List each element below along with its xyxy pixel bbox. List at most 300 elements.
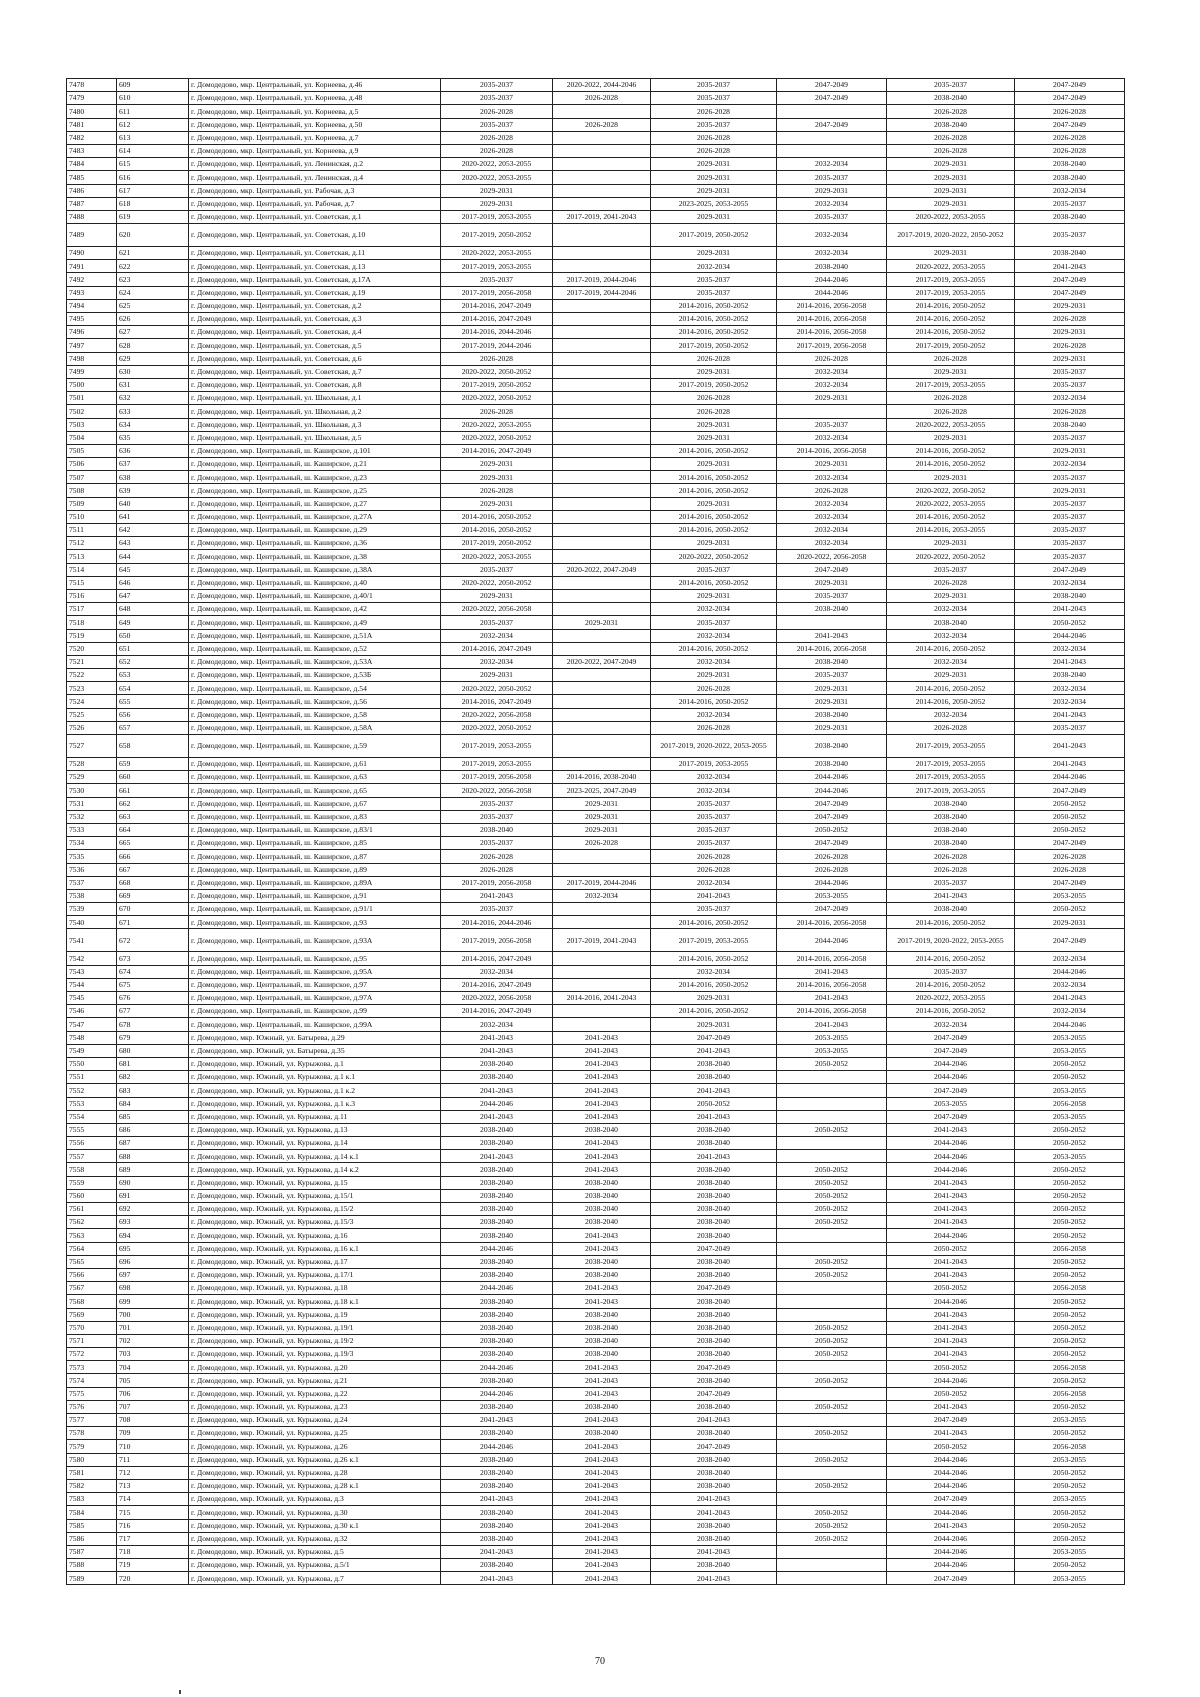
cell-no: 7557 bbox=[67, 1150, 117, 1163]
cell-p6: 2050-2052 bbox=[1015, 1229, 1125, 1242]
cell-code: 686 bbox=[117, 1123, 189, 1136]
cell-p4 bbox=[777, 1295, 887, 1308]
cell-p1: 2017-2019, 2056-2058 bbox=[441, 876, 553, 889]
cell-address: г. Домодедово, мкр. Центральный, ш. Каширское, д.36 bbox=[189, 537, 441, 550]
cell-p2: 2038-2040 bbox=[553, 1123, 651, 1136]
table-row bbox=[67, 471, 1125, 484]
cell-code: 703 bbox=[117, 1348, 189, 1361]
cell-p6: 2032-2034 bbox=[1015, 978, 1125, 991]
cell-p1: 2026-2028 bbox=[441, 850, 553, 863]
cell-p2 bbox=[553, 952, 651, 965]
cell-no: 7521 bbox=[67, 655, 117, 668]
cell-p1: 2020-2022, 2056-2058 bbox=[441, 708, 553, 721]
cell-no: 7492 bbox=[67, 273, 117, 286]
cell-p6: 2029-2031 bbox=[1015, 916, 1125, 929]
cell-no: 7488 bbox=[67, 210, 117, 223]
cell-address: г. Домодедово, мкр. Центральный, ш. Каширское, д.38А bbox=[189, 563, 441, 576]
cell-p5: 2029-2031 bbox=[887, 197, 1015, 210]
cell-p2: 2032-2034 bbox=[553, 889, 651, 902]
cell-no: 7530 bbox=[67, 784, 117, 797]
cell-address: г. Домодедово, мкр. Центральный, ул. Советская, д.6 bbox=[189, 352, 441, 365]
cell-p3: 2038-2040 bbox=[651, 1268, 777, 1281]
cell-p3: 2014-2016, 2050-2052 bbox=[651, 695, 777, 708]
cell-p2 bbox=[553, 850, 651, 863]
table-row bbox=[67, 418, 1125, 431]
cell-p3: 2038-2040 bbox=[651, 1519, 777, 1532]
cell-code: 633 bbox=[117, 405, 189, 418]
cell-code: 613 bbox=[117, 131, 189, 144]
cell-p3: 2038-2040 bbox=[651, 1229, 777, 1242]
cell-p6: 2047-2049 bbox=[1015, 118, 1125, 131]
cell-p2 bbox=[553, 1018, 651, 1031]
cell-p2: 2041-2043 bbox=[553, 1163, 651, 1176]
cell-p1: 2032-2034 bbox=[441, 655, 553, 668]
cell-p1: 2035-2037 bbox=[441, 273, 553, 286]
cell-p6: 2029-2031 bbox=[1015, 352, 1125, 365]
cell-p6: 2026-2028 bbox=[1015, 105, 1125, 118]
cell-code: 654 bbox=[117, 682, 189, 695]
cell-address: г. Домодедово, мкр. Центральный, ш. Каширское, д.61 bbox=[189, 758, 441, 771]
cell-p4: 2032-2034 bbox=[777, 365, 887, 378]
cell-p5: 2014-2016, 2050-2052 bbox=[887, 1005, 1015, 1018]
cell-p5: 2044-2046 bbox=[887, 1137, 1015, 1150]
cell-p6: 2047-2049 bbox=[1015, 79, 1125, 92]
cell-p5: 2050-2052 bbox=[887, 1242, 1015, 1255]
cell-p2 bbox=[553, 576, 651, 589]
cell-code: 693 bbox=[117, 1216, 189, 1229]
cell-address: г. Домодедово, мкр. Центральный, ш. Каширское, д.51А bbox=[189, 629, 441, 642]
cell-no: 7479 bbox=[67, 92, 117, 105]
cell-p5: 2026-2028 bbox=[887, 863, 1015, 876]
cell-p3: 2047-2049 bbox=[651, 1361, 777, 1374]
cell-p1: 2038-2040 bbox=[441, 1479, 553, 1492]
cell-p5: 2026-2028 bbox=[887, 144, 1015, 157]
cell-p5: 2047-2049 bbox=[887, 1493, 1015, 1506]
cell-p4 bbox=[777, 1559, 887, 1572]
cell-address: г. Домодедово, мкр. Южный, ул. Курыжова, д.16 к.1 bbox=[189, 1242, 441, 1255]
cell-p3: 2029-2031 bbox=[651, 210, 777, 223]
cell-p3: 2038-2040 bbox=[651, 1400, 777, 1413]
cell-address: г. Домодедово, мкр. Южный, ул. Курыжова, д.3 bbox=[189, 1493, 441, 1506]
cell-p3: 2029-2031 bbox=[651, 1018, 777, 1031]
cell-p6: 2053-2055 bbox=[1015, 1044, 1125, 1057]
table-row bbox=[67, 889, 1125, 902]
table-row bbox=[67, 1321, 1125, 1334]
cell-p3: 2029-2031 bbox=[651, 537, 777, 550]
cell-address: г. Домодедово, мкр. Южный, ул. Курыжова, д.26 bbox=[189, 1440, 441, 1453]
cell-p3: 2026-2028 bbox=[651, 850, 777, 863]
cell-p2: 2041-2043 bbox=[553, 1559, 651, 1572]
cell-p3: 2047-2049 bbox=[651, 1282, 777, 1295]
cell-no: 7541 bbox=[67, 929, 117, 952]
cell-code: 719 bbox=[117, 1559, 189, 1572]
cell-p4: 2050-2052 bbox=[777, 1400, 887, 1413]
table-row bbox=[67, 771, 1125, 784]
cell-p4: 2032-2034 bbox=[777, 197, 887, 210]
cell-p5: 2044-2046 bbox=[887, 1506, 1015, 1519]
cell-p6: 2050-2052 bbox=[1015, 1176, 1125, 1189]
table-row bbox=[67, 758, 1125, 771]
cell-p4: 2050-2052 bbox=[777, 1163, 887, 1176]
cell-p5: 2044-2046 bbox=[887, 1559, 1015, 1572]
cell-address: г. Домодедово, мкр. Южный, ул. Батырева, д.35 bbox=[189, 1044, 441, 1057]
cell-p4 bbox=[777, 1414, 887, 1427]
cell-no: 7553 bbox=[67, 1097, 117, 1110]
cell-p1: 2026-2028 bbox=[441, 863, 553, 876]
cell-p5: 2017-2019, 2053-2055 bbox=[887, 771, 1015, 784]
cell-no: 7494 bbox=[67, 299, 117, 312]
cell-p4: 2026-2028 bbox=[777, 352, 887, 365]
table-row bbox=[67, 1005, 1125, 1018]
cell-p2: 2041-2043 bbox=[553, 1374, 651, 1387]
cell-address: г. Домодедово, мкр. Южный, ул. Курыжова, д.19/1 bbox=[189, 1321, 441, 1334]
cell-p2: 2041-2043 bbox=[553, 1572, 651, 1585]
cell-p4 bbox=[777, 405, 887, 418]
cell-no: 7588 bbox=[67, 1559, 117, 1572]
cell-p6: 2053-2055 bbox=[1015, 1110, 1125, 1123]
cell-address: г. Домодедово, мкр. Центральный, ул. Рабочая, д.3 bbox=[189, 184, 441, 197]
cell-no: 7510 bbox=[67, 510, 117, 523]
cell-code: 609 bbox=[117, 79, 189, 92]
cell-address: г. Домодедово, мкр. Южный, ул. Курыжова, д.14 к.2 bbox=[189, 1163, 441, 1176]
cell-address: г. Домодедово, мкр. Центральный, ш. Каширское, д.99А bbox=[189, 1018, 441, 1031]
cell-p5: 2041-2043 bbox=[887, 1216, 1015, 1229]
cell-address: г. Домодедово, мкр. Центральный, ул. Советская, д.11 bbox=[189, 247, 441, 260]
cell-p4: 2014-2016, 2056-2058 bbox=[777, 444, 887, 457]
cell-code: 705 bbox=[117, 1374, 189, 1387]
cell-p3: 2038-2040 bbox=[651, 1532, 777, 1545]
cell-p1: 2032-2034 bbox=[441, 629, 553, 642]
cell-no: 7532 bbox=[67, 810, 117, 823]
cell-p3: 2038-2040 bbox=[651, 1466, 777, 1479]
cell-p1: 2032-2034 bbox=[441, 965, 553, 978]
cell-p1: 2020-2022, 2053-2055 bbox=[441, 158, 553, 171]
cell-no: 7507 bbox=[67, 471, 117, 484]
cell-p6: 2044-2046 bbox=[1015, 965, 1125, 978]
table-row bbox=[67, 903, 1125, 916]
cell-p3: 2038-2040 bbox=[651, 1348, 777, 1361]
table-row bbox=[67, 1282, 1125, 1295]
cell-p2: 2041-2043 bbox=[553, 1242, 651, 1255]
cell-p3: 2038-2040 bbox=[651, 1479, 777, 1492]
cell-no: 7527 bbox=[67, 735, 117, 758]
cell-p4: 2035-2037 bbox=[777, 589, 887, 602]
cell-code: 644 bbox=[117, 550, 189, 563]
cell-code: 692 bbox=[117, 1203, 189, 1216]
cell-address: г. Домодедово, мкр. Центральный, ш. Каширское, д.27 bbox=[189, 497, 441, 510]
table-row bbox=[67, 952, 1125, 965]
cell-p1: 2014-2016, 2044-2046 bbox=[441, 326, 553, 339]
cell-p2 bbox=[553, 510, 651, 523]
cell-p6: 2050-2052 bbox=[1015, 1479, 1125, 1492]
cell-p3: 2026-2028 bbox=[651, 352, 777, 365]
cell-p4: 2050-2052 bbox=[777, 1255, 887, 1268]
cell-code: 714 bbox=[117, 1493, 189, 1506]
cell-address: г. Домодедово, мкр. Центральный, ш. Каширское, д.27А bbox=[189, 510, 441, 523]
cell-p3: 2038-2040 bbox=[651, 1559, 777, 1572]
cell-p2: 2041-2043 bbox=[553, 1295, 651, 1308]
cell-address: г. Домодедово, мкр. Центральный, ш. Каширское, д.23 bbox=[189, 471, 441, 484]
cell-p6: 2038-2040 bbox=[1015, 158, 1125, 171]
cell-p1: 2038-2040 bbox=[441, 1268, 553, 1281]
cell-p5: 2041-2043 bbox=[887, 1189, 1015, 1202]
cell-code: 694 bbox=[117, 1229, 189, 1242]
cell-p5: 2053-2055 bbox=[887, 1097, 1015, 1110]
cell-p2 bbox=[553, 378, 651, 391]
cell-p6: 2041-2043 bbox=[1015, 708, 1125, 721]
cell-p2 bbox=[553, 735, 651, 758]
cell-p4: 2044-2046 bbox=[777, 929, 887, 952]
cell-p2 bbox=[553, 603, 651, 616]
cell-code: 643 bbox=[117, 537, 189, 550]
cell-p3: 2014-2016, 2050-2052 bbox=[651, 484, 777, 497]
cell-p4: 2050-2052 bbox=[777, 1334, 887, 1347]
cell-p1: 2029-2031 bbox=[441, 471, 553, 484]
cell-code: 664 bbox=[117, 823, 189, 836]
table-row bbox=[67, 537, 1125, 550]
cell-no: 7483 bbox=[67, 144, 117, 157]
cell-p3: 2029-2031 bbox=[651, 589, 777, 602]
cell-code: 617 bbox=[117, 184, 189, 197]
table-row bbox=[67, 1216, 1125, 1229]
cell-p2 bbox=[553, 260, 651, 273]
cell-p2 bbox=[553, 392, 651, 405]
cell-p2: 2020-2022, 2044-2046 bbox=[553, 79, 651, 92]
cell-p4: 2035-2037 bbox=[777, 171, 887, 184]
cell-p6: 2047-2049 bbox=[1015, 286, 1125, 299]
table-row bbox=[67, 1057, 1125, 1070]
cell-p4: 2047-2049 bbox=[777, 837, 887, 850]
cell-p3: 2023-2025, 2053-2055 bbox=[651, 197, 777, 210]
cell-address: г. Домодедово, мкр. Южный, ул. Курыжова, д.28 к.1 bbox=[189, 1479, 441, 1492]
table-row bbox=[67, 118, 1125, 131]
cell-p2: 2041-2043 bbox=[553, 1110, 651, 1123]
cell-p1: 2020-2022, 2053-2055 bbox=[441, 550, 553, 563]
cell-p6: 2026-2028 bbox=[1015, 863, 1125, 876]
cell-code: 707 bbox=[117, 1400, 189, 1413]
cell-code: 628 bbox=[117, 339, 189, 352]
cell-no: 7513 bbox=[67, 550, 117, 563]
cell-no: 7503 bbox=[67, 418, 117, 431]
cell-p6: 2026-2028 bbox=[1015, 131, 1125, 144]
cell-p6: 2032-2034 bbox=[1015, 952, 1125, 965]
table-row bbox=[67, 1031, 1125, 1044]
cell-no: 7536 bbox=[67, 863, 117, 876]
cell-p2: 2023-2025, 2047-2049 bbox=[553, 784, 651, 797]
cell-p1: 2014-2016, 2047-2049 bbox=[441, 299, 553, 312]
cell-p1: 2038-2040 bbox=[441, 1216, 553, 1229]
cell-p2: 2041-2043 bbox=[553, 1414, 651, 1427]
cell-p6: 2047-2049 bbox=[1015, 273, 1125, 286]
table-row bbox=[67, 326, 1125, 339]
cell-no: 7505 bbox=[67, 444, 117, 457]
cell-address: г. Домодедово, мкр. Центральный, ш. Каширское, д.52 bbox=[189, 642, 441, 655]
cell-p5: 2038-2040 bbox=[887, 616, 1015, 629]
cell-address: г. Домодедово, мкр. Центральный, ш. Каширское, д.21 bbox=[189, 458, 441, 471]
cell-code: 659 bbox=[117, 758, 189, 771]
cell-p2: 2020-2022, 2047-2049 bbox=[553, 655, 651, 668]
table-row bbox=[67, 823, 1125, 836]
cell-p5: 2044-2046 bbox=[887, 1532, 1015, 1545]
cell-address: г. Домодедово, мкр. Центральный, ш. Каширское, д.89 bbox=[189, 863, 441, 876]
cell-p2: 2041-2043 bbox=[553, 1361, 651, 1374]
cell-p3: 2035-2037 bbox=[651, 563, 777, 576]
table-row bbox=[67, 171, 1125, 184]
cell-p5: 2047-2049 bbox=[887, 1110, 1015, 1123]
cell-p5: 2029-2031 bbox=[887, 171, 1015, 184]
cell-no: 7552 bbox=[67, 1084, 117, 1097]
cell-no: 7582 bbox=[67, 1479, 117, 1492]
cell-p4: 2038-2040 bbox=[777, 708, 887, 721]
cell-p6: 2038-2040 bbox=[1015, 418, 1125, 431]
cell-p5: 2044-2046 bbox=[887, 1545, 1015, 1558]
cell-p4: 2050-2052 bbox=[777, 1479, 887, 1492]
cell-code: 615 bbox=[117, 158, 189, 171]
cell-p5: 2029-2031 bbox=[887, 158, 1015, 171]
cell-p4 bbox=[777, 1572, 887, 1585]
cell-p3: 2029-2031 bbox=[651, 497, 777, 510]
cell-p2 bbox=[553, 669, 651, 682]
cell-p4: 2014-2016, 2056-2058 bbox=[777, 313, 887, 326]
cell-address: г. Домодедово, мкр. Южный, ул. Курыжова, д.14 к.1 bbox=[189, 1150, 441, 1163]
cell-p5: 2032-2034 bbox=[887, 629, 1015, 642]
cell-code: 710 bbox=[117, 1440, 189, 1453]
cell-p2: 2014-2016, 2038-2040 bbox=[553, 771, 651, 784]
table-row bbox=[67, 1532, 1125, 1545]
cell-p2: 2041-2043 bbox=[553, 1506, 651, 1519]
cell-p3: 2038-2040 bbox=[651, 1123, 777, 1136]
cell-code: 647 bbox=[117, 589, 189, 602]
cell-p6: 2053-2055 bbox=[1015, 1031, 1125, 1044]
cell-code: 673 bbox=[117, 952, 189, 965]
cell-p5: 2017-2019, 2053-2055 bbox=[887, 758, 1015, 771]
cell-code: 634 bbox=[117, 418, 189, 431]
cell-no: 7539 bbox=[67, 903, 117, 916]
cell-p3: 2038-2040 bbox=[651, 1189, 777, 1202]
cell-p3: 2041-2043 bbox=[651, 1414, 777, 1427]
cell-code: 618 bbox=[117, 197, 189, 210]
table-row bbox=[67, 1097, 1125, 1110]
cell-p3: 2017-2019, 2053-2055 bbox=[651, 929, 777, 952]
cell-p5: 2014-2016, 2053-2055 bbox=[887, 524, 1015, 537]
cell-no: 7534 bbox=[67, 837, 117, 850]
cell-p3: 2014-2016, 2050-2052 bbox=[651, 642, 777, 655]
table-row bbox=[67, 365, 1125, 378]
table-row bbox=[67, 682, 1125, 695]
cell-p3: 2029-2031 bbox=[651, 158, 777, 171]
cell-p6: 2035-2037 bbox=[1015, 378, 1125, 391]
cell-p4 bbox=[777, 1097, 887, 1110]
cell-code: 667 bbox=[117, 863, 189, 876]
cell-address: г. Домодедово, мкр. Центральный, ш. Каширское, д.29 bbox=[189, 524, 441, 537]
cell-code: 656 bbox=[117, 708, 189, 721]
cell-p1: 2044-2046 bbox=[441, 1242, 553, 1255]
cell-p2 bbox=[553, 721, 651, 734]
cell-p3: 2014-2016, 2050-2052 bbox=[651, 1005, 777, 1018]
cell-code: 630 bbox=[117, 365, 189, 378]
cell-p5: 2014-2016, 2050-2052 bbox=[887, 326, 1015, 339]
cell-p6: 2056-2058 bbox=[1015, 1282, 1125, 1295]
cell-address: г. Домодедово, мкр. Центральный, ул. Корнеева, д.48 bbox=[189, 92, 441, 105]
cell-p1: 2035-2037 bbox=[441, 118, 553, 131]
cell-code: 621 bbox=[117, 247, 189, 260]
table-row bbox=[67, 1268, 1125, 1281]
cell-p5: 2044-2046 bbox=[887, 1150, 1015, 1163]
cell-address: г. Домодедово, мкр. Центральный, ш. Каширское, д.65 bbox=[189, 784, 441, 797]
cell-p3: 2032-2034 bbox=[651, 708, 777, 721]
table-row bbox=[67, 1414, 1125, 1427]
cell-p5: 2041-2043 bbox=[887, 889, 1015, 902]
cell-code: 676 bbox=[117, 992, 189, 1005]
cell-address: г. Домодедово, мкр. Центральный, ул. Ленинская, д.4 bbox=[189, 171, 441, 184]
cell-p1: 2035-2037 bbox=[441, 837, 553, 850]
cell-p3: 2035-2037 bbox=[651, 92, 777, 105]
cell-p6: 2050-2052 bbox=[1015, 1255, 1125, 1268]
cell-p1: 2038-2040 bbox=[441, 1532, 553, 1545]
cell-code: 661 bbox=[117, 784, 189, 797]
cell-no: 7497 bbox=[67, 339, 117, 352]
cell-p1: 2044-2046 bbox=[441, 1387, 553, 1400]
cell-p5: 2041-2043 bbox=[887, 1519, 1015, 1532]
cell-p2 bbox=[553, 171, 651, 184]
cell-p6: 2056-2058 bbox=[1015, 1361, 1125, 1374]
cell-p3: 2035-2037 bbox=[651, 118, 777, 131]
cell-no: 7493 bbox=[67, 286, 117, 299]
cell-no: 7498 bbox=[67, 352, 117, 365]
cell-p4: 2035-2037 bbox=[777, 418, 887, 431]
page-number: 70 bbox=[595, 1656, 605, 1667]
cell-address: г. Домодедово, мкр. Южный, ул. Курыжова, д.19/3 bbox=[189, 1348, 441, 1361]
cell-p3: 2029-2031 bbox=[651, 992, 777, 1005]
cell-code: 706 bbox=[117, 1387, 189, 1400]
cell-p6: 2035-2037 bbox=[1015, 721, 1125, 734]
cell-no: 7524 bbox=[67, 695, 117, 708]
cell-p1: 2017-2019, 2050-2052 bbox=[441, 537, 553, 550]
cell-p6: 2053-2055 bbox=[1015, 1414, 1125, 1427]
cell-p1: 2035-2037 bbox=[441, 903, 553, 916]
cell-p6: 2026-2028 bbox=[1015, 144, 1125, 157]
cell-p6: 2047-2049 bbox=[1015, 876, 1125, 889]
cell-p3: 2038-2040 bbox=[651, 1216, 777, 1229]
cell-p3: 2014-2016, 2050-2052 bbox=[651, 444, 777, 457]
cell-p1: 2020-2022, 2056-2058 bbox=[441, 992, 553, 1005]
cell-code: 668 bbox=[117, 876, 189, 889]
cell-no: 7482 bbox=[67, 131, 117, 144]
cell-p5: 2038-2040 bbox=[887, 837, 1015, 850]
cell-p5: 2038-2040 bbox=[887, 92, 1015, 105]
cell-p1: 2044-2046 bbox=[441, 1282, 553, 1295]
cell-p1: 2038-2040 bbox=[441, 1466, 553, 1479]
cell-address: г. Домодедово, мкр. Южный, ул. Курыжова, д.23 bbox=[189, 1400, 441, 1413]
table-row bbox=[67, 978, 1125, 991]
cell-address: г. Домодедово, мкр. Южный, ул. Курыжова, д.17/1 bbox=[189, 1268, 441, 1281]
cell-p2: 2041-2043 bbox=[553, 1519, 651, 1532]
cell-p2: 2029-2031 bbox=[553, 810, 651, 823]
cell-p5: 2020-2022, 2053-2055 bbox=[887, 418, 1015, 431]
cell-p5: 2041-2043 bbox=[887, 1400, 1015, 1413]
cell-p2: 2041-2043 bbox=[553, 1044, 651, 1057]
cell-p6: 2050-2052 bbox=[1015, 1519, 1125, 1532]
cell-p1: 2026-2028 bbox=[441, 131, 553, 144]
cell-p5: 2050-2052 bbox=[887, 1387, 1015, 1400]
cell-p5: 2014-2016, 2050-2052 bbox=[887, 510, 1015, 523]
cell-no: 7538 bbox=[67, 889, 117, 902]
table-row bbox=[67, 642, 1125, 655]
cell-p5: 2014-2016, 2050-2052 bbox=[887, 313, 1015, 326]
cell-p1: 2041-2043 bbox=[441, 1414, 553, 1427]
cell-code: 665 bbox=[117, 837, 189, 850]
cell-code: 646 bbox=[117, 576, 189, 589]
